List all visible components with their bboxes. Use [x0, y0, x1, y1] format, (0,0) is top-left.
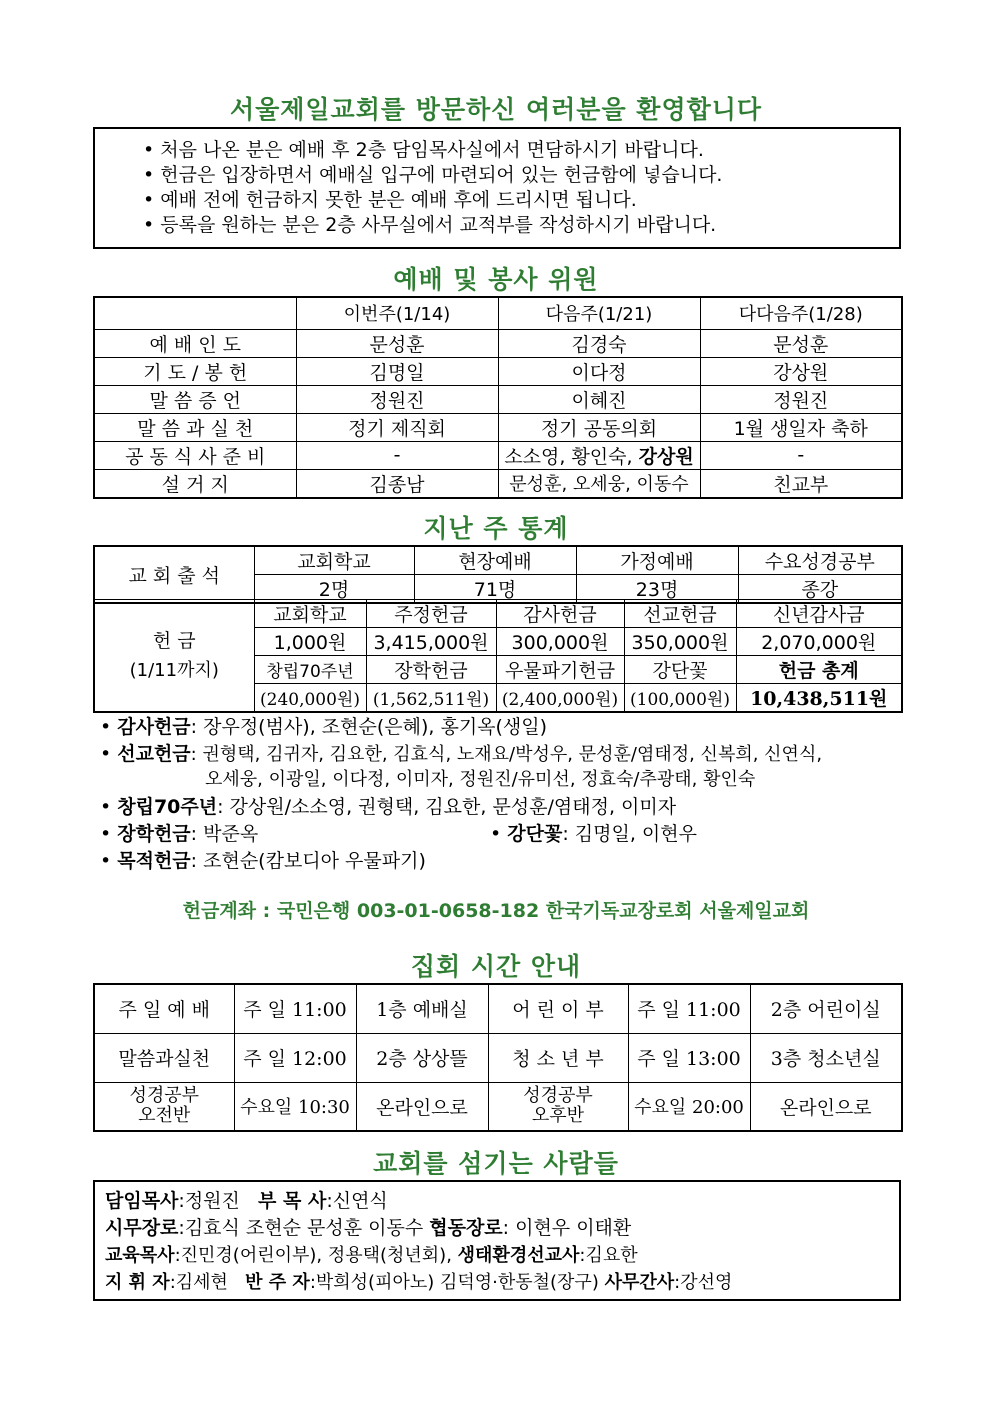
service-role: 예 배 인 도	[94, 329, 296, 357]
donor-names: : 조현순(캄보디아 우물파기)	[190, 850, 426, 872]
service-cell: 문성훈	[700, 329, 902, 357]
notice-line: • 헌금은 입장하면서 예배실 입구에 마련되어 있는 헌금함에 넣습니다.	[143, 164, 723, 186]
service-cell: -	[296, 441, 498, 469]
attendance-label: 교 회 출 석	[94, 546, 254, 603]
schedule-event-line: 오전반	[138, 1105, 191, 1127]
offering-header: 강단꽃	[624, 656, 736, 684]
service-role: 공 동 식 사 준 비	[94, 441, 296, 469]
service-header: 다음주(1/21)	[498, 297, 700, 329]
service-cell: 정원진	[700, 385, 902, 413]
donor-names: : 강상원/소소영, 권형택, 김요한, 문성훈/염태정, 이미자	[217, 796, 677, 818]
offering-header: 장학헌금	[366, 656, 496, 684]
staff-names: :박희성(피아노) 김덕영·한동철(장구)	[309, 1272, 605, 1293]
service-role: 말 씀 증 언	[94, 385, 296, 413]
service-cell: 1월 생일자 축하	[700, 413, 902, 441]
service-cell: 정기 공동의회	[498, 413, 700, 441]
offering-value: 2,070,000원	[736, 628, 902, 656]
schedule-place: 온라인으로	[750, 1082, 902, 1131]
service-cell: 문성훈, 오세웅, 이동수	[498, 469, 700, 498]
stats-title: 지난 주 통계	[423, 514, 569, 543]
table-row	[94, 984, 902, 1033]
offering-header: 창립70주년	[254, 656, 366, 684]
donor-scholar: • 장학헌금: 박준옥	[100, 823, 259, 845]
schedule-time: 주 일 13:00	[628, 1033, 750, 1082]
schedule-time: 주 일 11:00	[234, 984, 356, 1033]
staff-line	[95, 1188, 899, 1215]
donor-label: 강단꽃	[507, 823, 563, 845]
service-cell: 문성훈	[296, 329, 498, 357]
schedule-place: 3층 청소년실	[750, 1033, 902, 1082]
service-cell: 강상원	[700, 357, 902, 385]
welcome-notice-box	[93, 127, 901, 249]
service-cell: -	[700, 441, 902, 469]
stats-table	[93, 545, 903, 604]
schedule-event: 어 린 이 부	[488, 984, 628, 1033]
notice-line: • 예배 전에 헌금하지 못한 분은 예배 후에 드리시면 됩니다.	[143, 189, 637, 211]
offering-value: 1,000원	[254, 628, 366, 656]
donor-label: 목적헌금	[117, 850, 191, 872]
staff-names: :신연식	[326, 1190, 388, 1212]
table-row	[94, 546, 902, 575]
notice-line: • 등록을 원하는 분은 2층 사무실에서 교적부를 작성하시기 바랍니다.	[143, 214, 717, 236]
staff-role: 생태환경선교사	[457, 1245, 580, 1266]
service-cell: 정기 제직회	[296, 413, 498, 441]
donor-thanks: • 감사헌금: 장우정(범사), 조현순(은혜), 홍기옥(생일)	[100, 716, 548, 738]
donor-names: : 김명일, 이현우	[562, 823, 697, 845]
offering-label-cell	[94, 600, 254, 713]
table-row	[94, 413, 902, 441]
table-row	[94, 441, 902, 469]
donor-label: 창립70주년	[117, 796, 218, 818]
staff-role: 반 주 자	[245, 1272, 310, 1293]
schedule-time: 주 일 12:00	[234, 1033, 356, 1082]
service-cell: 김종남	[296, 469, 498, 498]
staff-names: :김효식 조현순 문성훈 이동수	[178, 1217, 430, 1239]
service-header	[94, 297, 296, 329]
schedule-title: 집회 시간 안내	[410, 952, 582, 981]
schedule-place: 2층 어린이실	[750, 984, 902, 1033]
service-header-row	[94, 297, 902, 329]
donor-mission-cont: 오세웅, 이광일, 이다정, 이미자, 정원진/유미선, 정효숙/추광태, 황인숙	[205, 769, 756, 790]
service-role: 기 도 / 봉 헌	[94, 357, 296, 385]
schedule-event: 주 일 예 배	[94, 984, 234, 1033]
service-cell: 친교부	[700, 469, 902, 498]
attendance-header: 수요성경공부	[738, 546, 902, 575]
table-row	[94, 1082, 902, 1131]
donor-label: 장학헌금	[117, 823, 191, 845]
offering-value: (1,562,511원)	[366, 684, 496, 713]
service-header: 이번주(1/14)	[296, 297, 498, 329]
service-cell: 이혜진	[498, 385, 700, 413]
schedule-place: 온라인으로	[356, 1082, 488, 1131]
staff-role: 담임목사	[105, 1190, 179, 1212]
donor-mission: • 선교헌금: 권형택, 김귀자, 김요한, 김효식, 노재요/박성우, 문성훈/염태정, 신복희, 신연식,	[100, 743, 823, 765]
attendance-header: 현장예배	[414, 546, 576, 575]
donor-names: : 장우정(범사), 조현순(은혜), 홍기옥(생일)	[190, 716, 548, 738]
schedule-place: 2층 상상뜰	[356, 1033, 488, 1082]
offering-header: 주정헌금	[366, 600, 496, 628]
offering-value: (2,400,000원)	[496, 684, 624, 713]
attendance-value: 2명	[254, 575, 414, 604]
offering-value: 300,000원	[496, 628, 624, 656]
offering-period: (1/11까지)	[129, 659, 219, 681]
offering-value: 3,415,000원	[366, 628, 496, 656]
staff-names: :정원진	[178, 1190, 240, 1212]
staff-role: 교육목사	[105, 1245, 175, 1266]
table-row	[94, 357, 902, 385]
schedule-event: 말씀과실천	[94, 1033, 234, 1082]
table-row	[94, 1033, 902, 1082]
table-row	[94, 469, 902, 498]
offering-account: 헌금계좌 : 국민은행 003-01-0658-182 한국기독교장로회 서울제일교회	[182, 900, 810, 922]
offering-header: 우물파기헌금	[496, 656, 624, 684]
staff-role: 협동장로	[429, 1217, 503, 1239]
table-row	[94, 385, 902, 413]
attendance-value: 23명	[576, 575, 738, 604]
service-bold-name: 강상원	[638, 445, 694, 468]
service-title: 예배 및 봉사 위원	[393, 265, 599, 294]
staff-role: 사무간사	[604, 1272, 675, 1293]
schedule-place: 1층 예배실	[356, 984, 488, 1033]
offering-total-label: 헌금 총계	[736, 656, 902, 684]
service-cell: 김명일	[296, 357, 498, 385]
staff-role: 부 목 사	[258, 1190, 327, 1212]
service-cell: 이다정	[498, 357, 700, 385]
notice-line: • 처음 나온 분은 예배 후 2층 담임목사실에서 면담하시기 바랍니다.	[143, 139, 704, 161]
service-role: 설 거 지	[94, 469, 296, 498]
donor-flower: • 강단꽃: 김명일, 이현우	[490, 823, 697, 845]
staff-line	[95, 1242, 899, 1269]
welcome-title: 서울제일교회를 방문하신 여러분을 환영합니다	[229, 95, 763, 124]
staff-role: 지 휘 자	[105, 1272, 170, 1293]
table-row	[94, 600, 902, 628]
service-role: 말 씀 과 실 천	[94, 413, 296, 441]
schedule-event-line: 오후반	[531, 1105, 585, 1127]
offering-header: 감사헌금	[496, 600, 624, 628]
staff-line	[95, 1269, 899, 1296]
donor-anniv: • 창립70주년: 강상원/소소영, 권형택, 김요한, 문성훈/염태정, 이미자	[100, 796, 677, 818]
offering-table	[93, 599, 903, 713]
offering-label: 헌 금	[152, 629, 196, 652]
staff-box	[93, 1180, 901, 1301]
offering-value: 350,000원	[624, 628, 736, 656]
donor-label: 선교헌금	[117, 743, 191, 765]
schedule-table	[93, 983, 903, 1132]
service-cell: 정원진	[296, 385, 498, 413]
schedule-event-split	[488, 1082, 628, 1131]
donor-names: : 권형택, 김귀자, 김요한, 김효식, 노재요/박성우, 문성훈/염태정, 신복희, 신연식,	[190, 744, 823, 765]
offering-value: (240,000원)	[254, 684, 366, 713]
offering-header: 신년감사금	[736, 600, 902, 628]
schedule-event-line: 성경공부	[129, 1085, 200, 1107]
attendance-value: 종강	[738, 575, 902, 604]
schedule-time: 수요일 10:30	[234, 1082, 356, 1131]
service-cell	[498, 441, 700, 469]
attendance-header: 교회학교	[254, 546, 414, 575]
service-cell: 김경숙	[498, 329, 700, 357]
donor-names: : 박준옥	[190, 823, 259, 845]
donor-label: 감사헌금	[117, 716, 191, 738]
service-table	[93, 296, 903, 499]
donor-purpose: • 목적헌금: 조현순(캄보디아 우물파기)	[100, 850, 426, 872]
offering-header: 선교헌금	[624, 600, 736, 628]
schedule-event-split	[94, 1082, 234, 1131]
offering-value: (100,000원)	[624, 684, 736, 713]
service-header: 다다음주(1/28)	[700, 297, 902, 329]
staff-names: :강선영	[674, 1272, 733, 1293]
schedule-time: 주 일 11:00	[628, 984, 750, 1033]
offering-header: 교회학교	[254, 600, 366, 628]
staff-role: 시무장로	[105, 1217, 179, 1239]
staff-title: 교회를 섬기는 사람들	[373, 1149, 619, 1178]
staff-names: :김세현	[169, 1272, 228, 1293]
schedule-event-line: 성경공부	[523, 1085, 593, 1107]
attendance-header: 가정예배	[576, 546, 738, 575]
schedule-time: 수요일 20:00	[628, 1082, 750, 1131]
attendance-value: 71명	[414, 575, 576, 604]
staff-line	[95, 1215, 899, 1242]
staff-names: :진민경(어린이부), 정용택(청년회),	[174, 1245, 458, 1266]
table-row	[94, 329, 902, 357]
schedule-event: 청 소 년 부	[488, 1033, 628, 1082]
service-cell-text: 소소영, 황인숙,	[504, 445, 639, 468]
offering-total-value: 10,438,511원	[736, 684, 902, 713]
staff-names: :김요한	[579, 1245, 638, 1266]
staff-names: : 이현우 이태환	[502, 1217, 632, 1239]
